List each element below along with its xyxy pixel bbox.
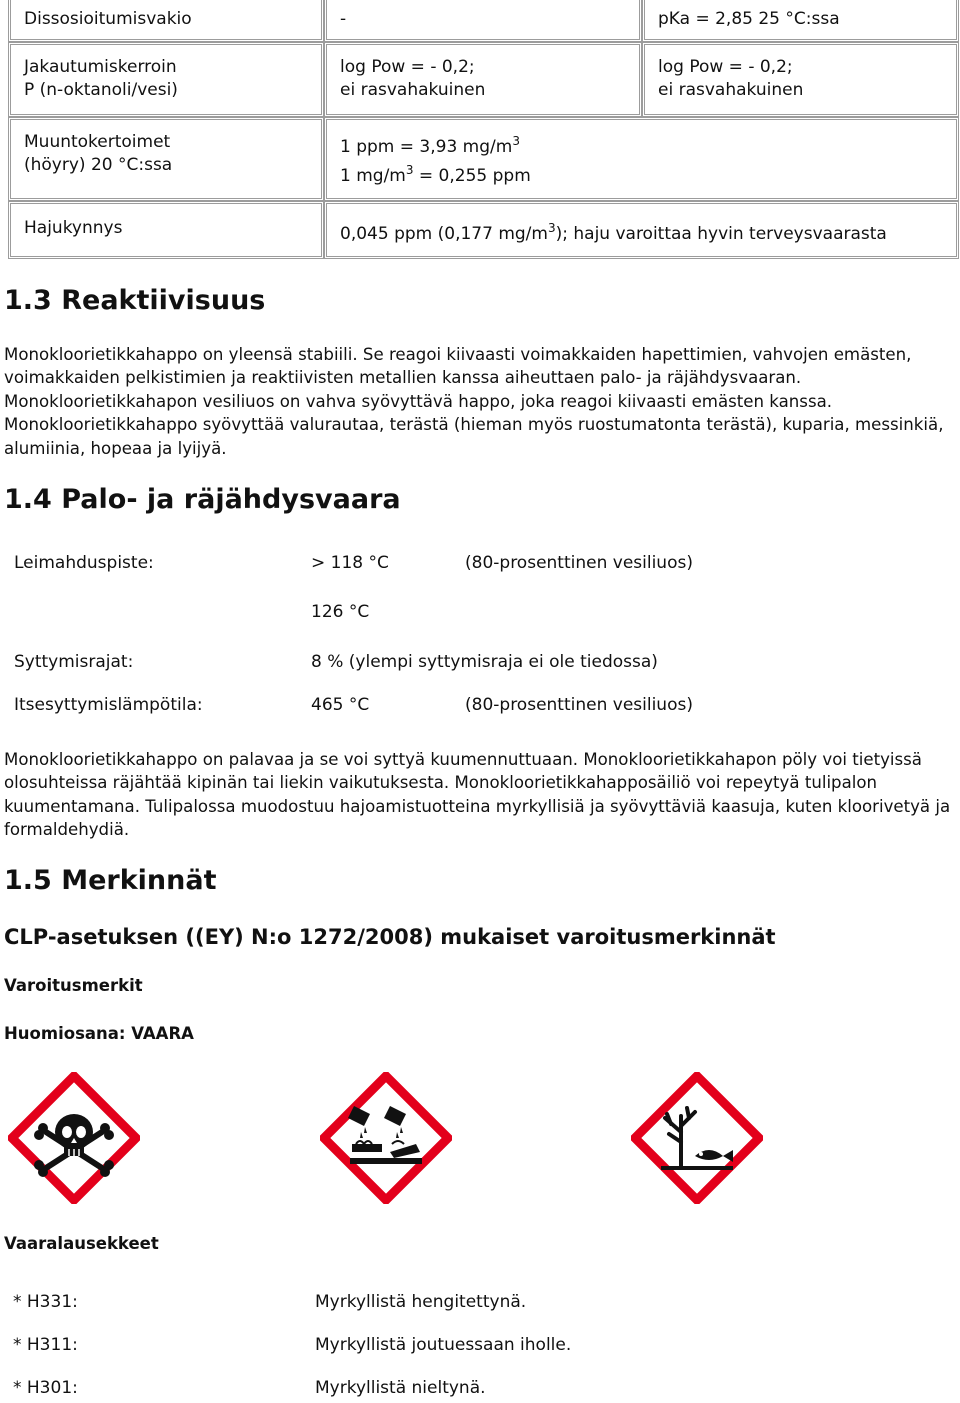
hazard-text: Myrkyllistä joutuessaan iholle. — [315, 1335, 572, 1355]
cell-value: log Pow = - 0,2; ei rasvahakuinen — [642, 42, 959, 117]
fire-paragraph: Monokloorietikkahappo on palavaa ja se voi syttyä kuumennuttuaan. Monokloorietikkahapon pöly voi tietyissä olosuhteissa räjähtää kipinän tai liekin vaikutuksesta. Monokloorietikkahapposäiliö voi repeytyä tulipalon kuumentamana. Tulipalossa muodostuu hajoamistuotteina myrkyllisiä ja syövyttäviä kaasuja, kuten kloorivetyä ja formaldehydiä. — [4, 750, 951, 840]
corrosion-icon — [320, 1072, 452, 1204]
hazard-code: * H331: — [13, 1292, 78, 1312]
hazard-code: * H301: — [13, 1378, 78, 1398]
cell-value — [324, 201, 959, 259]
autoignition-value: 465 °C — [311, 695, 370, 715]
cell-label: Jakautumiskerroin P (n-oktanoli/vesi) — [8, 42, 324, 117]
hazard-statements-heading: Vaaralausekkeet — [4, 1234, 159, 1253]
autoignition-note: (80-prosenttinen vesiliuos) — [465, 695, 693, 715]
signal-word: Huomiosana: VAARA — [4, 1024, 194, 1043]
section-heading-reactivity: 1.3 Reaktiivisuus — [4, 285, 266, 316]
hazard-code: * H311: — [13, 1335, 78, 1355]
hazard-text: Myrkyllistä hengitettynä. — [315, 1292, 527, 1312]
symbols-heading: Varoitusmerkit — [4, 976, 143, 995]
reactivity-paragraph: Monokloorietikkahappo on yleensä stabiili. Se reagoi kiivaasti voimakkaiden hapettimien, vahvojen emästen, voimakkaiden pelkistimien ja reaktiivisten metallien kanssa aiheuttaen palo- ja räjähdysvaaran. Monokloorietikkahapon vesiliuos on vahva syövyttävä happo, joka reagoi kiivaasti emästen kanssa. Monokloorietikkahappo syövyttää valurautaa, terästä (hieman myös ruostumatonta terästä), kuparia, messinkiä, alumiinia, hopeaa ja lyijyä. — [4, 345, 944, 458]
environment-icon — [631, 1072, 763, 1204]
clp-heading: CLP-asetuksen ((EY) N:o 1272/2008) mukaiset varoitusmerkinnät — [4, 925, 776, 949]
conversion-line2: 1 $mg/m^3 = 0,255$ ppm — [340, 163, 531, 186]
row-odor — [4, 201, 958, 259]
cell-label: Muuntokertoimet (höyry) 20 °C:ssa — [8, 117, 324, 201]
flash-point-value-2: 126 °C — [311, 602, 370, 622]
cell-label: Hajukynnys — [8, 201, 324, 259]
flammability-label: Syttymisrajat: — [14, 652, 134, 672]
flash-point-note: (80-prosenttinen vesiliuos) — [465, 553, 693, 573]
section-heading-fire: 1.4 Palo- ja räjähdysvaara — [4, 484, 401, 515]
cell-label: Dissosioitumisvakio — [8, 0, 324, 42]
flammability-value: 8 % (ylempi syttymisraja ei ole tiedossa) — [311, 652, 658, 672]
odor-value: 0,045 ppm (0,177 $mg/m^3$); haju varoittaa hyvin terveysvaarasta — [340, 221, 887, 244]
cell-value: pKa = 2,85 25 °C:ssa — [642, 0, 959, 42]
row-dissociation — [4, 0, 958, 42]
row-partition — [4, 42, 958, 117]
skull-crossbones-icon — [8, 1072, 140, 1204]
cell-value — [324, 117, 959, 201]
flash-point-value: > 118 °C — [311, 553, 389, 573]
autoignition-label: Itsesyttymislämpötila: — [14, 695, 203, 715]
cell-value: log Pow = - 0,2; ei rasvahakuinen — [324, 42, 642, 117]
hazard-text: Myrkyllistä nieltynä. — [315, 1378, 486, 1398]
row-conversion — [4, 117, 958, 201]
flash-point-label: Leimahduspiste: — [14, 553, 154, 573]
cell-value: - — [324, 0, 642, 42]
conversion-line1: 1 ppm = 3,93 $mg/m^3$ — [340, 134, 520, 157]
section-heading-labels: 1.5 Merkinnät — [4, 865, 217, 896]
